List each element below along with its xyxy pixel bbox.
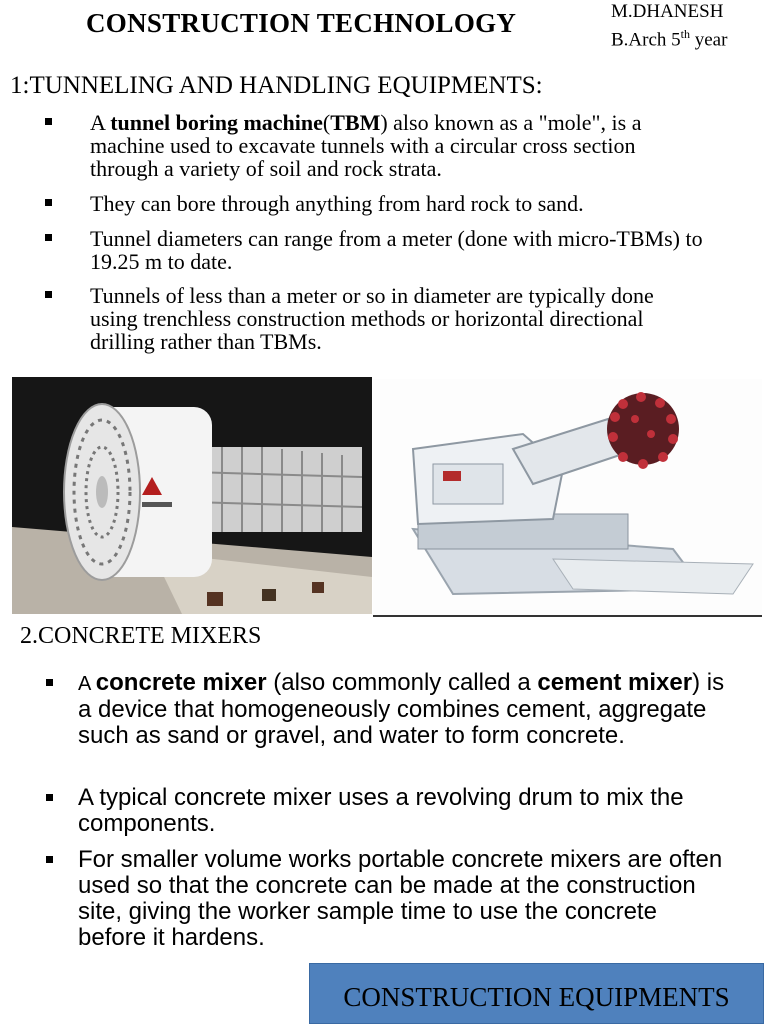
bullet-icon bbox=[45, 118, 52, 125]
excavator-miner-photo bbox=[373, 379, 762, 617]
list-item-text: They can bore through anything from hard rock to sand. bbox=[90, 191, 584, 216]
tunnel-boring-machine-photo bbox=[12, 377, 372, 614]
bullet-icon bbox=[45, 291, 52, 298]
section-heading-mixers: 2.CONCRETE MIXERS bbox=[20, 623, 262, 649]
bullet-icon bbox=[45, 234, 52, 241]
list-item-text: A tunnel boring machine(TBM) also known as a "mole", is a machine used to excavate tunnels with a circular cross section through a variety of soil and rock strata. bbox=[90, 110, 642, 181]
section-heading-tunneling: 1:TUNNELING AND HANDLING EQUIPMENTS: bbox=[10, 72, 543, 99]
list-item-text: A typical concrete mixer uses a revolving drum to mix the components. bbox=[78, 784, 684, 837]
footer-banner bbox=[309, 963, 764, 1024]
list-item-text: Tunnel diameters can range from a meter (done with micro-TBMs) to 19.25 m to date. bbox=[90, 226, 703, 274]
bullet-icon bbox=[46, 794, 53, 801]
page-title: CONSTRUCTION TECHNOLOGY bbox=[86, 8, 517, 38]
list-item-text: A concrete mixer (also commonly called a cement mixer) is a device that homogeneously combines cement, aggregate such as sand or gravel, and water to form concrete. bbox=[78, 669, 725, 749]
author-name: M.DHANESH bbox=[611, 1, 724, 22]
author-course: B.Arch 5th year bbox=[611, 27, 728, 51]
equipment-photos bbox=[12, 377, 762, 617]
author-block bbox=[611, 0, 727, 51]
list-item-text: Tunnels of less than a meter or so in diameter are typically done using trenchless construction methods or horizontal directional drilling rather than TBMs. bbox=[90, 283, 654, 354]
bullet-icon bbox=[46, 679, 53, 686]
list-item-text: For smaller volume works portable concrete mixers are often used so that the concrete can be made at the construction site, giving the worker sample time to use the concrete before it hardens. bbox=[78, 846, 723, 951]
bullet-icon bbox=[45, 199, 52, 206]
footer-label: CONSTRUCTION EQUIPMENTS bbox=[343, 982, 730, 1012]
bullet-icon bbox=[46, 856, 53, 863]
